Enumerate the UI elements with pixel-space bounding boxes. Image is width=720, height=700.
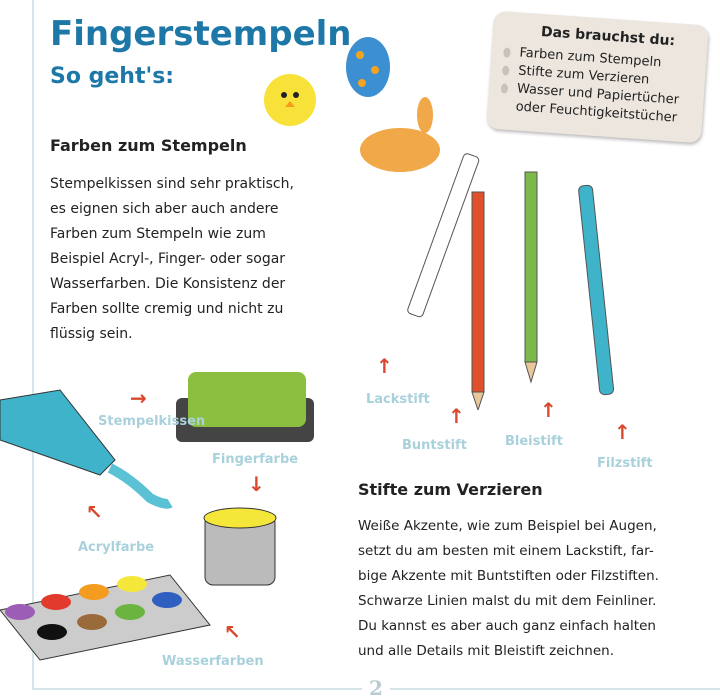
card-item: Farben zum Stempeln	[503, 43, 695, 74]
arrow-icon: ↑	[376, 354, 393, 378]
page-number: 2	[362, 676, 390, 700]
arrow-icon: ↑	[448, 404, 465, 428]
text-line: Farben sollte cremig und nicht zu	[50, 301, 284, 317]
label-wasserfarben: Wasserfarben	[162, 654, 264, 669]
text-line: Farben zum Stempeln wie zum	[50, 226, 266, 242]
label-fingerfarbe: Fingerfarbe	[212, 452, 299, 467]
chick-illustration	[264, 74, 316, 126]
text-line: bige Akzente mit Buntstiften oder Filzstiften.	[358, 568, 659, 584]
text-line: Beispiel Acryl-, Finger- oder sogar	[50, 251, 286, 267]
colored-pencil-illustration	[472, 192, 484, 410]
section-text-paints	[50, 172, 294, 347]
text-line: Du kannst es aber auch ganz einfach halten	[358, 618, 656, 634]
text-line: setzt du am besten mit einem Lackstift, far-	[358, 543, 654, 559]
card-item: Wasser und Papiertücher oder Feuchtigkeitstücher	[499, 79, 692, 128]
paint-marker-illustration	[407, 153, 480, 318]
label-filzstift: Filzstift	[597, 456, 653, 471]
pencil-illustration	[525, 172, 537, 382]
arrow-icon: ↓	[248, 472, 265, 496]
label-bleistift: Bleistift	[505, 434, 563, 449]
text-line: und alle Details mit Bleistift zeichnen.	[358, 643, 614, 659]
label-stempelkissen: Stempelkissen	[98, 414, 206, 429]
text-line: Weiße Akzente, wie zum Beispiel bei Augen,	[358, 518, 657, 534]
arrow-icon: ↖	[86, 500, 103, 524]
page-subtitle: So geht's:	[50, 64, 175, 89]
text-line: Wasserfarben. Die Konsistenz der	[50, 276, 286, 292]
page-title: Fingerstempeln	[50, 14, 352, 54]
text-line: Stempelkissen sind sehr praktisch,	[50, 176, 294, 192]
arrow-icon: →	[130, 386, 147, 410]
watercolor-palette-illustration	[0, 575, 210, 660]
arrow-icon: ↖	[224, 620, 241, 644]
felt-pen-illustration	[578, 185, 614, 395]
card-item: Stifte zum Verzieren	[502, 61, 694, 92]
text-line: flüssig sein.	[50, 326, 133, 342]
pens-illustration	[380, 150, 640, 410]
paints-illustration	[0, 360, 360, 680]
egg-illustration	[346, 37, 390, 97]
text-line: Schwarze Linien malst du mit dem Feinliner.	[358, 593, 657, 609]
section-text-pens	[358, 514, 659, 664]
materials-card	[486, 11, 709, 144]
card-heading: Das brauchst du:	[540, 23, 676, 50]
paint-bucket-illustration	[204, 508, 276, 585]
arrow-icon: ↑	[614, 420, 631, 444]
label-lackstift: Lackstift	[366, 392, 430, 407]
text-line: es eignen sich aber auch andere	[50, 201, 279, 217]
label-acrylfarbe: Acrylfarbe	[78, 540, 155, 555]
arrow-icon: ↑	[540, 398, 557, 422]
section-heading-pens: Stifte zum Verzieren	[358, 480, 543, 499]
stamp-pad-illustration	[176, 372, 314, 442]
section-heading-paints: Farben zum Stempeln	[50, 136, 247, 155]
label-buntstift: Buntstift	[402, 438, 467, 453]
